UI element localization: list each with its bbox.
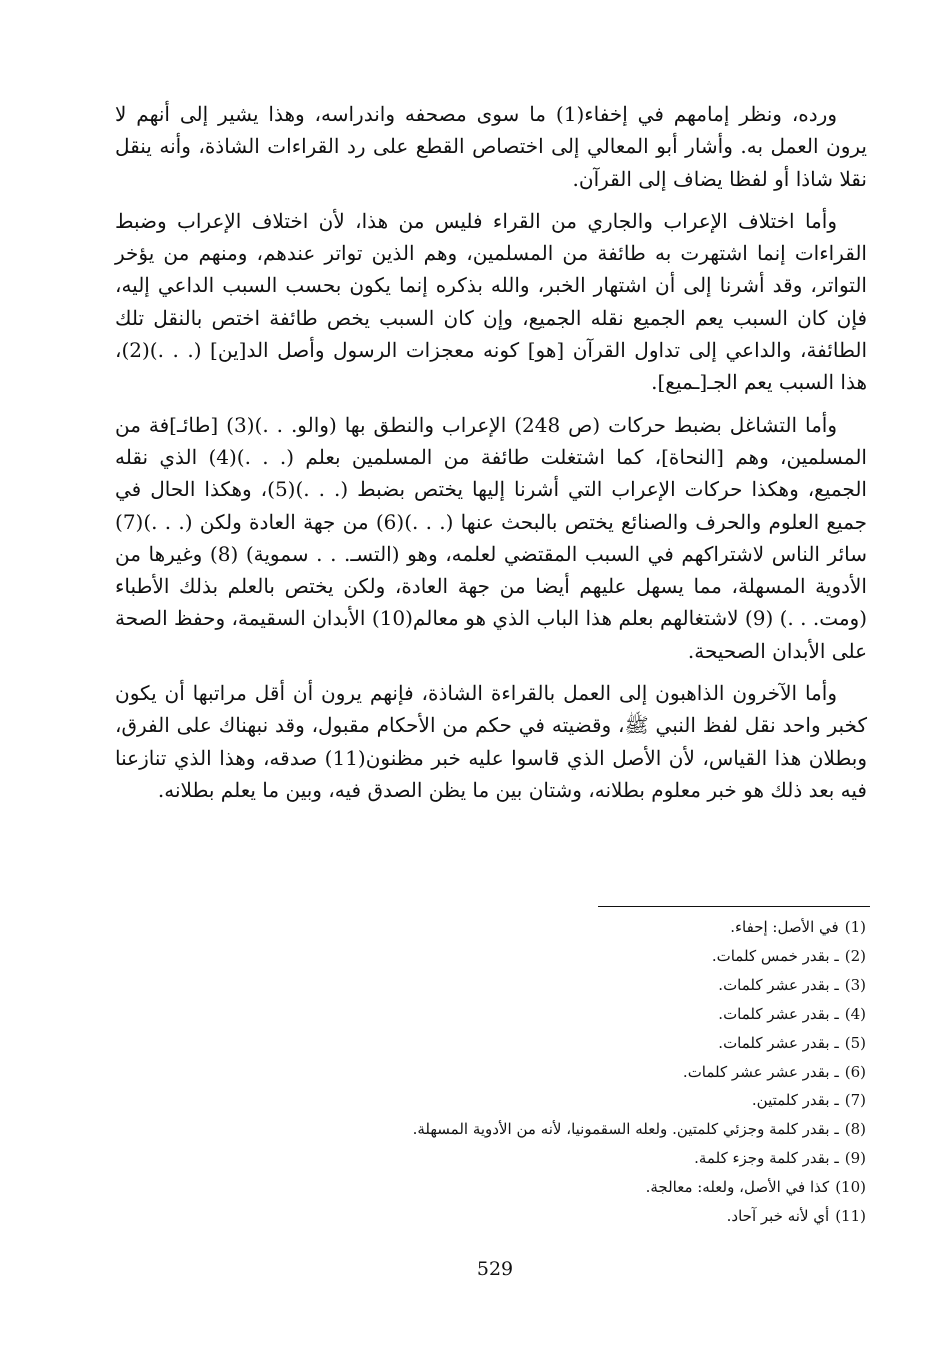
footnote-number: (8) — [844, 1120, 866, 1139]
paragraph-1: ورده، ونظر إمامهم في إخفاء(1) ما سوى مصحفه واندراسه، وهذا يشير إلى أنهم لا يرون العمل به. وأشار أبو المعالي إلى اختصاص القطع على رد القراءات الشاذة، وأنه ينقل نقلا شاذا أو لفظا يضاف إلى القرآن. — [115, 102, 867, 191]
footnote-separator — [598, 906, 870, 907]
footnote-10 — [300, 1173, 866, 1202]
paragraph-2: وأما اختلاف الإعراب والجاري من القراء فليس من هذا، لأن اختلاف الإعراب وضبط القراءات إنما اشتهرت به طائفة من المسلمين، وهم الذين تواتر عندهم، ومنهم من يؤخر التواتر، وقد أشرنا إلى أن اشتهار الخبر، والله بذكره إنما يكون بحسب السبب الداعي إليه، فإن كان السبب يعم الجميع نقله الجميع، وإن كان السبب يخص طائفة اختص بالنقل تلك الطائفة، والداعي إلى تداول القرآن [هو] كونه معجزات الرسول وأصل الد[ين] (. . .)(2)، هذا السبب يعم الجـ[ـميع]. — [115, 208, 867, 395]
footnote-8 — [300, 1115, 866, 1144]
paragraph-4: وأما الآخرون الذاهبون إلى العمل بالقراءة الشاذة، فإنهم يرون أن أقل مراتبها أن يكون كخبر واحد نقل لفظ النبي ﷺ، وقضيته في حكم من الأحكام مقبول، وقد نبهناك على الفرق، وبطلان هذا القياس، لأن الأصل الذي قاسوا عليه خبر مظنون(11) صدقه، وهذا الذي تنازعنا فيه بعد ذلك هو خبر معلوم بطلانه، وشتان بين ما يظن الصدق فيه، وبين ما يعلم بطلانه. — [115, 681, 867, 802]
footnote-7 — [300, 1086, 866, 1115]
footnote-text: في الأصل: إحفاء. — [730, 918, 839, 936]
main-text — [115, 98, 867, 816]
footnote-text: ـ بقدر كلمتين. — [751, 1091, 839, 1110]
footnote-number: (5) — [844, 1033, 866, 1052]
footnote-9 — [300, 1144, 866, 1173]
footnote-number: (7) — [844, 1091, 866, 1110]
footnote-5 — [300, 1029, 866, 1058]
footnote-number: (2) — [844, 946, 866, 965]
footnote-6 — [300, 1058, 866, 1087]
footnote-text: ـ بقدر كلمة وجزئي كلمتين. ولعله السقمونيا، لأنه من الأدوية المسهلة. — [412, 1120, 839, 1139]
footnote-number: (3) — [844, 975, 866, 994]
footnote-number: (6) — [844, 1062, 866, 1081]
footnote-text: أي لأنه خبر آحاد. — [726, 1207, 830, 1226]
footnote-text: ـ بقدر عشر كلمات. — [718, 1004, 839, 1023]
page-number: 529 — [476, 1258, 514, 1280]
paragraph-3: وأما التشاغل بضبط حركات (ص 248) الإعراب والنطق بها (والو. . .)(3) [طائـ]فة من المسلمين، وهم [النحاة]، كما اشتغلت طائفة من المسلمين بعلم (. . .)(4) الذي نقله الجميع، وهكذا حركات الإعراب التي أشرنا إليها يختص بضبط (. . .)(5)، وهكذا الحال في جميع العلوم والحرف والصنائع يختص بالبحث عنها (. . .)(6) من جهة العادة ولكن (. . .)(7) سائر الناس لاشتراكهم في السبب المقتضي لعلمه، وهو (التسـ. . . سموية) (8) وغيرها من الأدوية المسهلة، مما يسهل عليهم أيضا من جهة العادة، ولكن يختص بالعلم بذلك الأطباء (ومت. . .) (9) لاشتغالهم بعلم هذا الباب الذي هو معالم(10) الأبدان السقيمة، وحفظ الصحة على الأبدان الصحيحة. — [115, 412, 868, 663]
footnote-2 — [300, 942, 866, 971]
footnote-text: ـ بقدر عشر عشر كلمات. — [682, 1062, 839, 1081]
footnote-number: (10) — [835, 1178, 866, 1197]
footnote-number: (1) — [844, 918, 866, 936]
footnote-text: ـ بقدر عشر كلمات. — [718, 1033, 839, 1052]
footnote-number: (4) — [844, 1004, 866, 1023]
footnote-text: ـ بقدر خمس كلمات. — [711, 946, 839, 965]
footnote-number: (9) — [844, 1149, 866, 1168]
footnote-text: ـ بقدر كلمة وجزء كلمة. — [694, 1149, 839, 1168]
footnote-text: كذا في الأصل، ولعله: معالجة. — [645, 1178, 830, 1197]
footnote-11 — [300, 1202, 866, 1231]
footnote-text: ـ بقدر عشر كلمات. — [718, 975, 839, 994]
footnote-4 — [300, 1000, 866, 1029]
footnote-3 — [300, 971, 866, 1000]
footnote-1 — [300, 913, 866, 942]
footnote-number: (11) — [835, 1207, 866, 1226]
footnotes — [300, 913, 866, 1231]
